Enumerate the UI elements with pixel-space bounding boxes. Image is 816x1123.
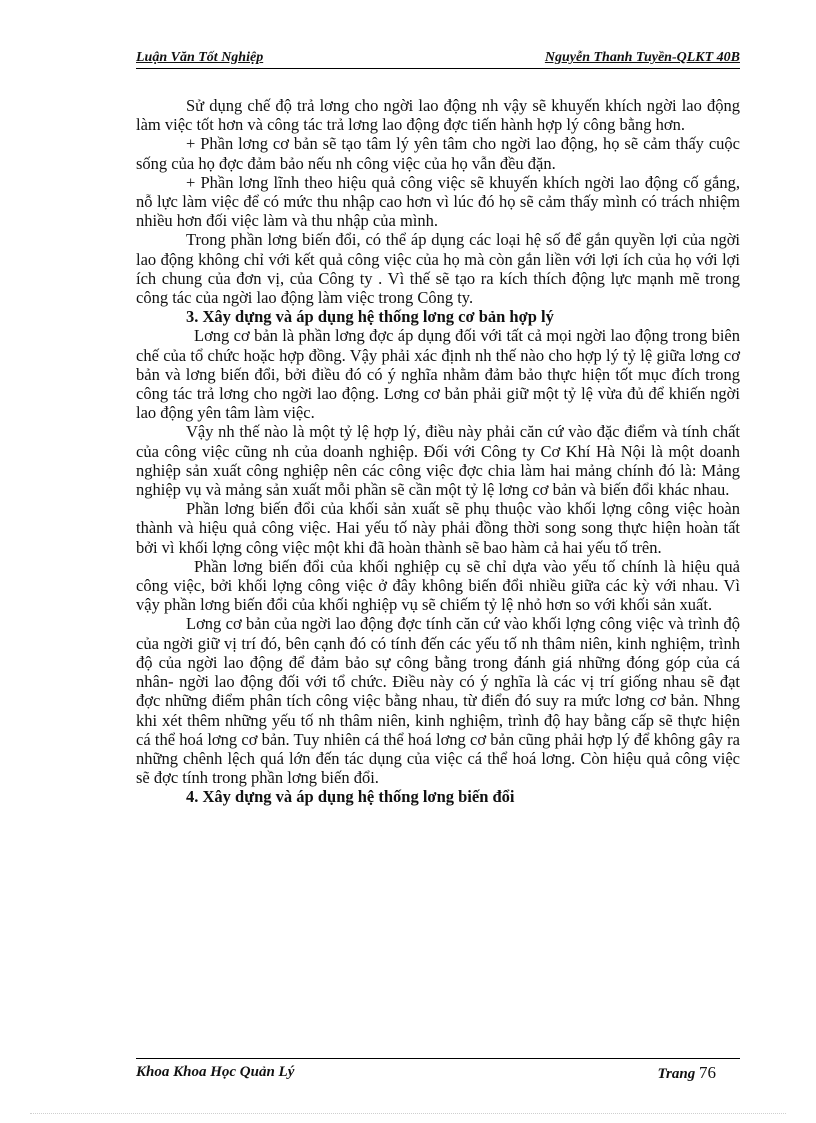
footer-page xyxy=(657,1063,716,1083)
paragraph-2: + Phần lơng cơ bản sẽ tạo tâm lý yên tâm cho ngời lao động, họ sẽ cảm thấy cuộc sống của họ đợc đảm bảo nếu nh công việc của họ vẫn đều đặn. xyxy=(136,134,740,173)
section-heading-4: 4. Xây dựng và áp dụng hệ thống lơng biến đổi xyxy=(186,787,515,807)
page-footer xyxy=(136,1058,740,1085)
paragraph-8: Phần lơng biến đổi của khối nghiệp cụ sẽ chỉ dựa vào yếu tố chính là hiệu quả công việc, bởi khối lợng công việc ở đây không biến đổi nhiều giữa các kỳ với nhau. Vì vậy phần lơng biến đổi của khối nghiệp vụ sẽ chiếm tỷ lệ nhỏ hơn so với khối sản xuất. xyxy=(136,556,740,615)
bottom-divider xyxy=(30,1113,786,1114)
page-number: 76 xyxy=(699,1063,716,1082)
paragraph-6: Vậy nh thế nào là một tỷ lệ hợp lý, điều này phải căn cứ vào đặc điểm và tính chất của công việc cũng nh của doanh nghiệp. Đối với Công ty Cơ Khí Hà Nội là một doanh nghiệp sản xuất công nghiệp nên các công việc đợc chia làm hai mảng chính đó là: Mảng nghiệp vụ và mảng sản xuất mỗi phần sẽ cần một tỷ lệ lơng cơ bản và biến đổi khác nhau. xyxy=(136,422,740,500)
paragraph-9: Lơng cơ bản của ngời lao động đợc tính căn cứ vào khối lợng công việc và trình độ của ngời giữ vị trí đó, bên cạnh đó có tính đến các yếu tố nh thâm niên, kinh nghiệm, trình độ của ngời lao động để đảm bảo sự công bằng trong đánh giá những đóng góp của cá nhân- ngời lao động đối với tổ chức. Điều này có ý nghĩa là các vị trí giống nhau sẽ đạt đợc những điểm phân tích công việc bằng nhau, từ điển đó suy ra mức lơng cơ bản. Nhng khi xét thêm những yếu tố nh thâm niên, kinh nghiệm, trình độ hay bằng cấp sẽ thực hiện cá thể hoá lơng cơ bản. Tuy nhiên cá thể hoá lơng cơ bản cũng phải hợp lý để không gây ra những chênh lệch quá lớn đến tác dụng của việc cá thể hoá lơng. Còn hiệu quả công việc sẽ đợc tính trong phần lơng biến đổi. xyxy=(136,614,740,788)
paragraph-1: Sử dụng chế độ trả lơng cho ngời lao động nh vậy sẽ khuyến khích ngời lao động làm việc tốt hơn và công tác trả lơng lao động đợc tiến hành hợp lý công bằng hơn. xyxy=(136,96,740,135)
header-thesis-title: Luận Văn Tốt Nghiệp xyxy=(136,50,264,65)
paragraph-5: Lơng cơ bản là phần lơng đợc áp dụng đối với tất cả mọi ngời lao động trong biên chế của tổ chức hoặc hợp đồng. Vậy phải xác định nh thế nào cho hợp lý tỷ lệ giữa lơng cơ bản và lơng biến đổi, bởi điều đó có ý nghĩa nhằm đảm bảo thực hiện tốt mục đích trong công tác trả lơng cho ngời lao động. Lơng cơ bản phải giữ một tỷ lệ vừa đủ để khiến ngời lao động yên tâm làm việc. xyxy=(136,326,740,423)
paragraph-4: Trong phần lơng biến đổi, có thể áp dụng các loại hệ số để gắn quyền lợi của ngời lao động không chỉ với kết quả công việc của họ mà còn gắn liền với lợi ích của họ với lợi ích chung của đơn vị, của Công ty . Vì thế sẽ tạo ra kích thích động lực mạnh mẽ trong công tác của ngời lao động làm việc trong Công ty. xyxy=(136,230,740,308)
footer-faculty: Khoa Khoa Học Quản Lý xyxy=(136,1064,295,1080)
header-author: Nguyễn Thanh Tuyền-QLKT 40B xyxy=(544,50,740,65)
section-heading-3: 3. Xây dựng và áp dụng hệ thống lơng cơ bản hợp lý xyxy=(186,307,554,327)
footer-page-label: Trang xyxy=(657,1066,696,1082)
page-body xyxy=(136,96,740,807)
paragraph-7: Phần lơng biến đổi của khối sản xuất sẽ phụ thuộc vào khối lợng công việc hoàn thành và hiệu quả công việc. Hai yếu tố này phải đồng thời song song thực hiện hoàn tất bởi vì khối lợng công việc một khi đã hoàn thành sẽ bao hàm cả hai yếu tố trên. xyxy=(136,499,740,557)
page-header xyxy=(136,46,740,69)
paragraph-3: + Phần lơng lĩnh theo hiệu quả công việc sẽ khuyến khích ngời lao động cố gắng, nỗ lực làm việc để có mức thu nhập cao hơn vì lúc đó họ sẽ cảm thấy mình có trách nhiệm nhiều hơn đối việc làm và thu nhập của mình. xyxy=(136,172,740,231)
